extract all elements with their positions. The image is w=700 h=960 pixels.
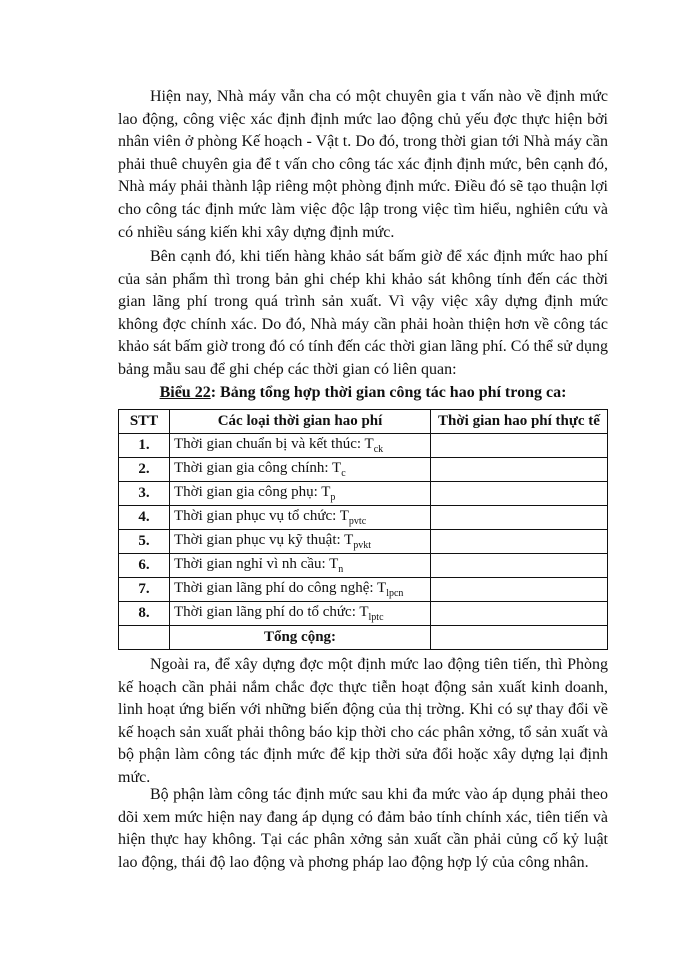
table-caption xyxy=(118,384,608,402)
row-label xyxy=(170,482,431,506)
row-value xyxy=(431,434,608,458)
row-label-sub: ck xyxy=(373,444,384,455)
row-label-text: Thời gian gia công chính: T xyxy=(174,460,342,476)
row-label-sub: lpcn xyxy=(386,588,404,599)
row-label-sub: pvkt xyxy=(353,540,372,551)
row-label-sub: n xyxy=(338,564,344,575)
row-stt: 4. xyxy=(119,506,170,530)
row-label-sub: lptc xyxy=(368,612,384,623)
header-actual-time: Thời gian hao phí thực tế xyxy=(431,410,608,434)
row-value xyxy=(431,458,608,482)
table-row xyxy=(119,530,608,554)
row-value xyxy=(431,530,608,554)
row-value xyxy=(431,482,608,506)
row-value xyxy=(431,506,608,530)
row-label-sub: c xyxy=(341,468,346,479)
paragraph-4: Bộ phận làm công tác định mức sau khi đa mức vào áp dụng phải theo dõi xem mức hiện nay đang áp dụng có đảm bảo tính chính xác, tiên tiến và hiện thực hay không. Tại các phân xởng sản xuất cần phải củng cố kỷ luật lao động, thái độ lao động và phơng pháp lao động hợp lý của công nhân. xyxy=(118,786,608,871)
table-row xyxy=(119,554,608,578)
row-label-text: Thời gian lãng phí do công nghệ: T xyxy=(174,580,387,596)
table-row xyxy=(119,458,608,482)
row-stt: 8. xyxy=(119,602,170,626)
row-label-sub: pvtc xyxy=(348,516,367,527)
paragraph-3: Ngoài ra, để xây dựng đợc một định mức lao động tiên tiến, thì Phòng kế hoạch cần phải nắm chắc đợc thực tiễn hoạt động sản xuất kinh doanh, linh hoạt ứng biến với những biến động của thị trờng. Khi có sự thay đổi về kế hoạch sản xuất phải thông báo kịp thời cho các phân xởng, tổ sản xuất và bộ phận làm công tác định mức để kịp thời sửa đổi hoặc xây dựng lại định mức. xyxy=(118,656,608,786)
table-header-row xyxy=(119,410,608,434)
table-row xyxy=(119,434,608,458)
row-label xyxy=(170,554,431,578)
row-label xyxy=(170,530,431,554)
total-label: Tổng cộng: xyxy=(170,626,431,650)
row-stt: 5. xyxy=(119,530,170,554)
row-value xyxy=(431,602,608,626)
table-row xyxy=(119,482,608,506)
row-label xyxy=(170,434,431,458)
header-stt: STT xyxy=(119,410,170,434)
row-label-text: Thời gian phục vụ tổ chức: T xyxy=(174,508,349,524)
row-stt: 7. xyxy=(119,578,170,602)
row-label xyxy=(170,506,431,530)
row-label-text: Thời gian lãng phí do tổ chức: T xyxy=(174,604,369,620)
row-label-sub: p xyxy=(330,492,336,503)
total-stt-cell xyxy=(119,626,170,650)
paragraph-2: Bên cạnh đó, khi tiến hàng khảo sát bấm giờ để xác định mức hao phí của sản phẩm thì trong bản ghi chép khi khảo sát không tính đến các thời gian lãng phí trong quá trình sản xuất. Vì vậy việc xây dựng định mức không đợc chính xác. Do đó, Nhà máy cần phải hoàn thiện hơn về công tác khảo sát bấm giờ trong đó có tính đến các thời gian lãng phí. Có thể sử dụng bảng mẫu sau để ghi chép các thời gian có liên quan: xyxy=(118,248,608,378)
row-label-text: Thời gian phục vụ kỹ thuật: T xyxy=(174,532,354,548)
row-stt: 3. xyxy=(119,482,170,506)
row-label-text: Thời gian chuẩn bị và kết thúc: T xyxy=(174,436,374,452)
table-caption-text: : Bảng tổng hợp thời gian công tác hao phí trong ca: xyxy=(210,384,567,401)
table-caption-label: Biểu 22 xyxy=(159,384,211,401)
paragraph-1: Hiện nay, Nhà máy vẫn cha có một chuyên gia t vấn nào về định mức lao động, công việc xác định định mức lao động chủ yếu đợc thực hiện bởi nhân viên ở phòng Kế hoạch - Vật t. Do đó, trong thời gian tới Nhà máy cần phải thuê chuyên gia để t vấn cho công tác xác định định mức, bên cạnh đó, Nhà máy phải thành lập riêng một phòng định mức. Điều đó sẽ tạo thuận lợi cho công tác định mức làm việc độc lập trong việc tìm hiểu, nghiên cứu và có nhiều sáng kiến khi xây dựng định mức. xyxy=(118,88,608,241)
row-stt: 2. xyxy=(119,458,170,482)
table-total-row xyxy=(119,626,608,650)
table-row xyxy=(119,578,608,602)
table-row xyxy=(119,602,608,626)
total-value xyxy=(431,626,608,650)
row-label xyxy=(170,458,431,482)
row-value xyxy=(431,578,608,602)
row-value xyxy=(431,554,608,578)
row-label-text: Thời gian nghỉ vì nh cầu: T xyxy=(174,556,339,572)
row-label xyxy=(170,578,431,602)
time-summary-table xyxy=(118,409,608,650)
row-label xyxy=(170,602,431,626)
row-stt: 6. xyxy=(119,554,170,578)
row-label-text: Thời gian gia công phụ: T xyxy=(174,484,331,500)
header-time-types: Các loại thời gian hao phí xyxy=(170,410,431,434)
row-stt: 1. xyxy=(119,434,170,458)
table-row xyxy=(119,506,608,530)
